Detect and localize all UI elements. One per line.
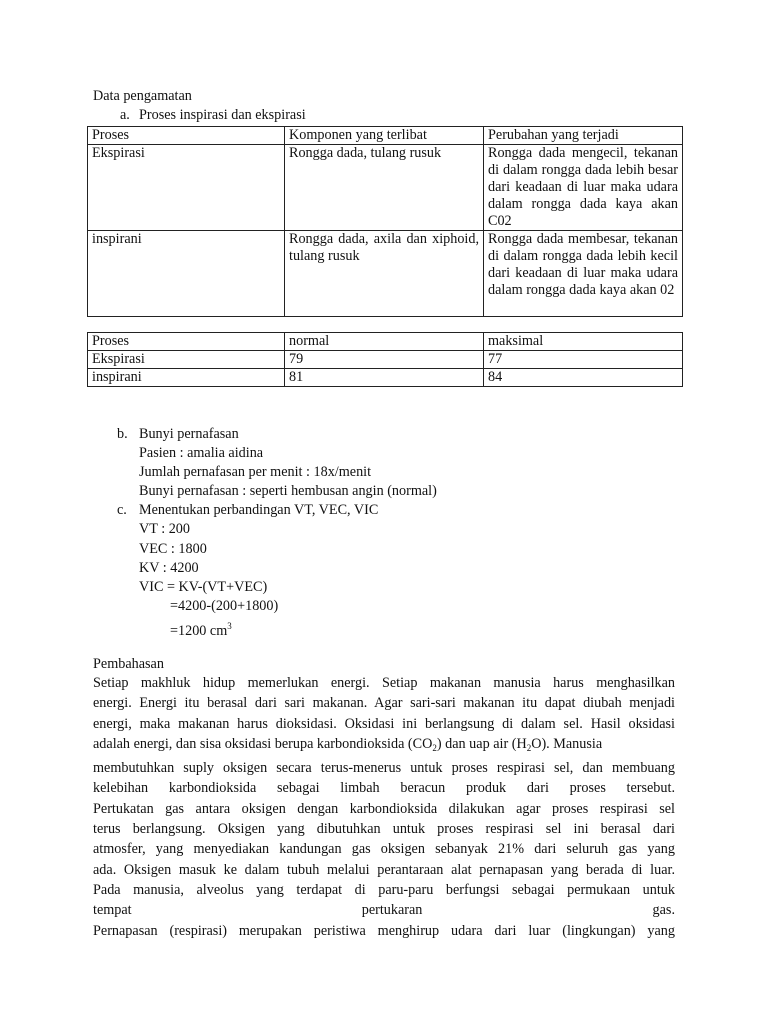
respiration-value-table [87,332,683,387]
paragraph-line: Setiap makhluk hidup memerlukan energi. Setiap makanan manusia harus menghasilkan [93,675,675,691]
table-header-row [88,333,683,351]
section-b-title: Bunyi pernafasan [139,426,239,442]
table-header-row [88,127,683,145]
paragraph-line: atmosfer, yang menyediakan kandungan gas oksigen sebanyak 21% dari seluruh gas yang [93,841,675,858]
table-row [88,351,683,369]
co2-text: adalah energi, dan sisa oksidasi berupa karbondioksida (CO [93,735,433,752]
table-cell: inspirani [88,369,285,387]
line-end-text: O). Manusia [531,735,603,752]
paragraph-line: membutuhkan suply oksigen secara terus-menerus untuk proses respirasi sel, dan membuang [93,760,675,777]
table-cell: Rongga dada mengecil, tekanan di dalam rongga dada lebih besar dari keadaan di luar maka udara dalam rongga dada kaya akan C02 [484,145,683,231]
header-cell: Proses [88,127,285,145]
section-c-title: Menentukan perbandingan VT, VEC, VIC [139,502,379,518]
table-cell: Rongga dada membesar, tekanan di dalam rongga dada lebih kecil dari keadaan di luar maka udara dalam rongga dada kaya akan 02 [484,231,683,317]
kv-line: KV : 4200 [139,560,199,576]
table-cell: 84 [484,369,683,387]
table-row [88,231,683,317]
paragraph-line: terus berlangsung. Oksigen yang dibutuhkan untuk proses respirasi sel ini berasal dari [93,821,675,838]
table-cell: Ekspirasi [88,145,285,231]
unit-superscript: 3 [227,621,232,631]
vt-line: VT : 200 [139,521,190,537]
table-cell: Rongga dada, tulang rusuk [285,145,484,231]
breath-rate-line: Jumlah pernafasan per menit : 18x/menit [139,464,372,480]
header-cell: normal [285,333,484,351]
table-cell: Rongga dada, axila dan xiphoid, tulang rusuk [285,231,484,317]
vic-result-value: =1200 cm [170,623,228,639]
header-cell: Perubahan yang terjadi [484,127,683,145]
respiration-process-table [87,126,683,317]
table-cell: Ekspirasi [88,351,285,369]
table-row [88,145,683,231]
paragraph-line: energi, maka makanan harus dioksidasi. Oksidasi ini berlangsung di dalam sel. Hasil oksidasi [93,715,675,732]
section-a-marker: a. [120,107,130,123]
table-cell: inspirani [88,231,285,317]
paragraph-line: ada. Oksigen masuk ke dalam tubuh melalui perantaraan alat pernapasan yang berada di luar. [93,861,675,878]
co2-subscript: 2 [432,742,437,753]
pembahasan-title: Pembahasan [93,656,164,672]
breath-sound-line: Bunyi pernafasan : seperti hembusan angin (normal) [139,483,437,499]
vic-formula-line: VIC = KV-(VT+VEC) [139,579,268,595]
table-cell: 77 [484,351,683,369]
patient-line: Pasien : amalia aidina [139,445,264,461]
header-cell: Proses [88,333,285,351]
vic-result-line [170,617,232,641]
paragraph-line: energi. Energi itu berasal dari sari makanan. Agar sari-sari makanan itu dapat diubah menjadi [93,695,675,712]
paragraph-line: kelebihan karbondioksida sebagai limbah beracun produk dari proses tersebut. [93,780,675,797]
section-a-title: Proses inspirasi dan ekspirasi [139,107,306,123]
page-heading: Data pengamatan [93,88,192,104]
table-cell: 79 [285,351,484,369]
vic-calc-line: =4200-(200+1800) [170,598,279,614]
table-cell: 81 [285,369,484,387]
paragraph-line: Pertukatan gas antara oksigen dengan karbondioksida dilakukan agar proses respirasi sel [93,800,675,817]
section-b-marker: b. [117,426,128,442]
table-row [88,369,683,387]
pembahasan-paragraph [93,673,675,941]
paragraph-line: tempat pertukaran gas. [93,902,675,919]
line-text [93,734,602,758]
paragraph-line [93,734,675,758]
header-cell: Komponen yang terlibat [285,127,484,145]
paragraph-line: Pada manusia, alveolus yang terdapat di paru-paru berfungsi sebagai permukaan untuk [93,881,675,898]
header-cell: maksimal [484,333,683,351]
paragraph-line: Pernapasan (respirasi) merupakan peristiwa menghirup udara dari luar (lingkungan) yang [93,922,675,939]
section-c-marker: c. [117,502,127,518]
vec-line: VEC : 1800 [139,541,207,557]
h2o-text: ) dan uap air (H [436,735,527,752]
h2o-subscript: 2 [526,742,532,753]
